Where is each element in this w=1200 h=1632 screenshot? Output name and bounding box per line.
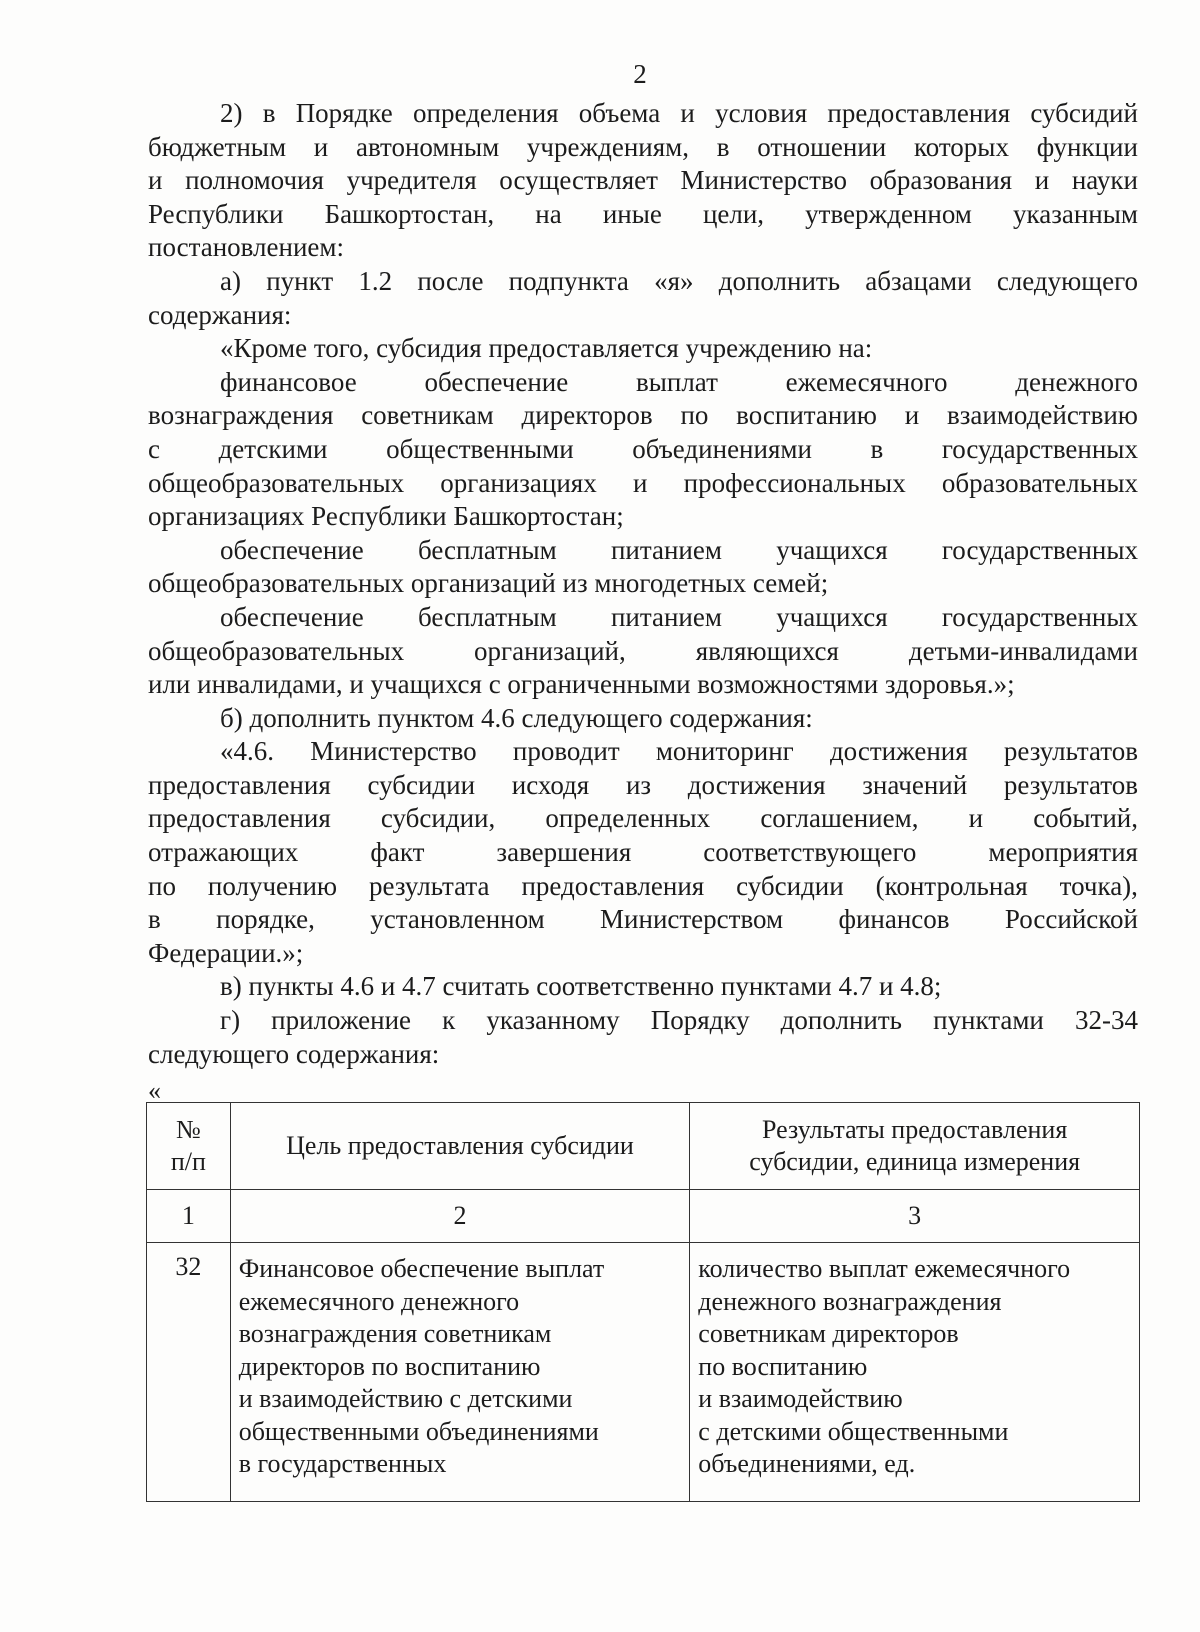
word: общеобразовательных (148, 467, 405, 498)
word: достижения (687, 769, 826, 800)
word: предоставления (827, 98, 1011, 128)
word: событий, (1033, 803, 1138, 834)
word: бесплатным (417, 534, 557, 565)
word: и (632, 467, 648, 498)
word: образования (869, 165, 1013, 196)
word: 1.2 (358, 265, 393, 296)
paragraph-line (148, 635, 1138, 669)
word: по (148, 870, 176, 901)
word: профессиональных (683, 467, 906, 498)
word: субсидии (736, 870, 844, 901)
page-number: 2 (633, 59, 647, 89)
word: ежемесячного (785, 366, 948, 397)
word: завершения (496, 837, 632, 868)
result-line: советникам директоров (698, 1319, 959, 1348)
word: Башкортостан, (324, 198, 495, 229)
paragraph-line: б) дополнить пунктом 4.6 следующего содержания: (220, 702, 813, 733)
word: государственных (941, 534, 1138, 565)
word: предоставления (148, 769, 331, 800)
word: объединениями (632, 433, 812, 464)
word: условия (715, 98, 808, 128)
word: «я» (654, 265, 694, 296)
paragraph-line (148, 164, 1138, 198)
row-result-cell (690, 1243, 1140, 1502)
word: к (442, 1005, 456, 1036)
word: факт (370, 837, 425, 868)
paragraph-line (148, 802, 1138, 836)
word: детскими (218, 433, 328, 464)
paragraph-line (148, 265, 1138, 299)
word: после (417, 265, 484, 296)
word: и (968, 803, 984, 834)
word: получению (207, 870, 338, 901)
word: субсидии (367, 769, 476, 800)
word: проводит (512, 736, 620, 767)
word: Республики (148, 198, 284, 229)
goal-line: ежемесячного денежного (238, 1286, 520, 1316)
word: учащихся (776, 601, 888, 632)
paragraph-line (148, 903, 1138, 937)
word: дополнить (718, 265, 841, 296)
opening-quote-mark: « (148, 1076, 161, 1105)
word: детьми-инвалидами (908, 635, 1138, 666)
word: учащихся (776, 534, 888, 565)
word: и (313, 131, 329, 162)
paragraph-line (148, 735, 1138, 769)
word: питанием (610, 601, 722, 632)
word: обеспечение (220, 534, 364, 565)
word: денежного (1015, 366, 1138, 397)
paragraph-line (148, 467, 1138, 501)
word: в (148, 904, 161, 935)
word: и (148, 165, 163, 196)
word: Министерством (600, 904, 784, 935)
word: результатов (1003, 736, 1138, 767)
word: Порядку (650, 1005, 750, 1036)
word: достижения (829, 736, 968, 767)
goal-line: в государственных (238, 1449, 447, 1478)
word: организаций, (474, 635, 626, 666)
paragraph-line (148, 836, 1138, 870)
word: автономным (355, 131, 500, 162)
header-num (147, 1103, 231, 1190)
header-result-line: Результаты предоставления (762, 1114, 1068, 1144)
paragraph-line: постановлением: (148, 232, 344, 263)
word: обеспечение (220, 601, 364, 632)
header-result-line: субсидии, единица измерения (749, 1147, 1081, 1176)
word: государственных (941, 601, 1138, 632)
word: исходя (511, 769, 590, 800)
table-row (147, 1243, 1140, 1502)
header-num-line: п/п (170, 1147, 206, 1176)
word: цели, (702, 198, 765, 229)
column-number: 2 (230, 1190, 690, 1243)
word: субсидий (1030, 98, 1138, 128)
word: а) (220, 265, 241, 296)
paragraph-line (148, 870, 1138, 904)
header-result (690, 1103, 1140, 1190)
word: г) (220, 1005, 241, 1036)
paragraph-line (148, 769, 1138, 803)
word: по (680, 400, 709, 431)
word: 2) (220, 98, 243, 128)
paragraph-line (148, 1004, 1138, 1038)
column-number: 3 (690, 1190, 1140, 1243)
word: с (148, 433, 160, 464)
result-line: и взаимодействию (698, 1384, 903, 1413)
goal-line: директоров по воспитанию (238, 1351, 541, 1381)
word: финансовое (220, 366, 357, 397)
word: государственных (941, 433, 1138, 464)
word: и (680, 98, 695, 128)
paragraph-line: в) пункты 4.6 и 4.7 считать соответственно пунктами 4.7 и 4.8; (220, 971, 942, 1002)
paragraph-line (148, 97, 1138, 131)
word: науки (1071, 165, 1138, 196)
paragraph-line (148, 366, 1138, 400)
word: общеобразовательных (148, 635, 405, 666)
word: результатов (1003, 769, 1138, 800)
paragraph-line (148, 399, 1138, 433)
paragraph-line: следующего содержания: (148, 1038, 440, 1069)
word: питанием (610, 534, 722, 565)
word: порядке, (216, 904, 315, 935)
word: абзацами (865, 265, 972, 296)
word: мониторинг (655, 736, 794, 767)
header-goal (230, 1103, 690, 1190)
subsidy-results-table (146, 1102, 1140, 1502)
paragraph-line: Федерации.»; (148, 937, 304, 968)
word: из (625, 769, 652, 800)
word: вознаграждения (148, 400, 334, 431)
word: финансов (838, 904, 950, 935)
word: определенных (545, 803, 711, 834)
word: в (870, 433, 884, 464)
word: являющихся (695, 635, 839, 666)
paragraph-line (148, 601, 1138, 635)
word: подпункта (508, 265, 629, 296)
word: субсидии, (380, 803, 496, 834)
word: осуществляет (499, 165, 658, 196)
result-line: денежного вознаграждения (698, 1286, 1002, 1316)
word: соответствующего (703, 837, 917, 868)
result-line: объединениями, ед. (698, 1449, 916, 1478)
paragraph-line: общеобразовательных организаций из многодетных семей; (148, 568, 829, 599)
header-goal-line: Цель предоставления субсидии (286, 1130, 634, 1160)
word: на (535, 198, 562, 229)
word: общественными (386, 433, 574, 464)
word: пунктами (933, 1005, 1044, 1036)
goal-line: Финансовое обеспечение выплат (238, 1254, 605, 1283)
goal-line: общественными объединениями (238, 1416, 599, 1446)
word: образовательных (941, 467, 1138, 498)
word: «4.6. (220, 736, 274, 767)
word: приложение (271, 1005, 412, 1036)
result-line: по воспитанию (698, 1351, 868, 1381)
word: и (904, 400, 920, 431)
word: утвержденном (805, 198, 972, 229)
paragraph-line: организациях Республики Башкортостан; (148, 501, 624, 532)
word: пункт (266, 265, 334, 296)
word: в (716, 131, 730, 162)
header-num-line: № (175, 1114, 201, 1144)
goal-line: и взаимодействию с детскими (238, 1384, 573, 1413)
document-body (148, 97, 1138, 1071)
word: результата (369, 870, 490, 901)
word: учредителя (346, 165, 477, 196)
word: дополнить (780, 1005, 902, 1036)
word: Российской (1004, 904, 1138, 935)
word: которых (913, 131, 1009, 162)
word: установленном (370, 904, 545, 935)
word: бесплатным (417, 601, 557, 632)
word: организациях (440, 467, 597, 498)
word: следующего (996, 265, 1138, 296)
word: указанным (1013, 198, 1138, 229)
word: Министерство (310, 736, 477, 767)
word: (контрольная (875, 870, 1028, 901)
word: в (262, 98, 276, 128)
word: обеспечение (424, 366, 569, 397)
paragraph-line: или инвалидами, и учащихся с ограниченными возможностями здоровья.»; (148, 669, 1015, 700)
word: точка), (1059, 870, 1138, 901)
word: функции (1036, 131, 1138, 162)
word: взаимодействию (947, 400, 1138, 431)
word: директоров (521, 400, 653, 431)
word: иные (602, 198, 662, 229)
word: значений (862, 769, 968, 800)
goal-line: вознаграждения советникам (238, 1319, 552, 1348)
row-number: 32 (147, 1243, 231, 1502)
word: соглашением, (760, 803, 919, 834)
column-number: 1 (147, 1190, 231, 1243)
word: Порядке (295, 98, 393, 128)
column-number-row (147, 1190, 1140, 1243)
word: выплат (635, 366, 718, 397)
result-line: с детскими общественными (698, 1416, 1009, 1446)
word: воспитанию (736, 400, 877, 431)
word: бюджетным (148, 131, 287, 162)
word: мероприятия (988, 837, 1138, 868)
word: предоставления (148, 803, 331, 834)
word: объема (578, 98, 661, 128)
word: учреждениям, (526, 131, 689, 162)
paragraph-line (148, 198, 1138, 232)
word: отражающих (148, 837, 299, 868)
row-goal-cell (230, 1243, 690, 1502)
word: определения (413, 98, 559, 128)
result-line: количество выплат ежемесячного (698, 1254, 1071, 1283)
word: советникам (361, 400, 494, 431)
paragraph-line: «Кроме того, субсидия предоставляется учреждению на: (220, 333, 873, 364)
paragraph-line (148, 534, 1138, 568)
word: и (1034, 165, 1050, 196)
word: указанному (486, 1005, 620, 1036)
table-header-row (147, 1103, 1140, 1190)
paragraph-line (148, 131, 1138, 165)
word: отношении (757, 131, 887, 162)
word: Министерство (680, 165, 848, 196)
paragraph-line: содержания: (148, 299, 292, 330)
word: 32-34 (1074, 1005, 1138, 1036)
word: полномочия (185, 165, 324, 196)
word: предоставления (521, 870, 705, 901)
paragraph-line (148, 433, 1138, 467)
